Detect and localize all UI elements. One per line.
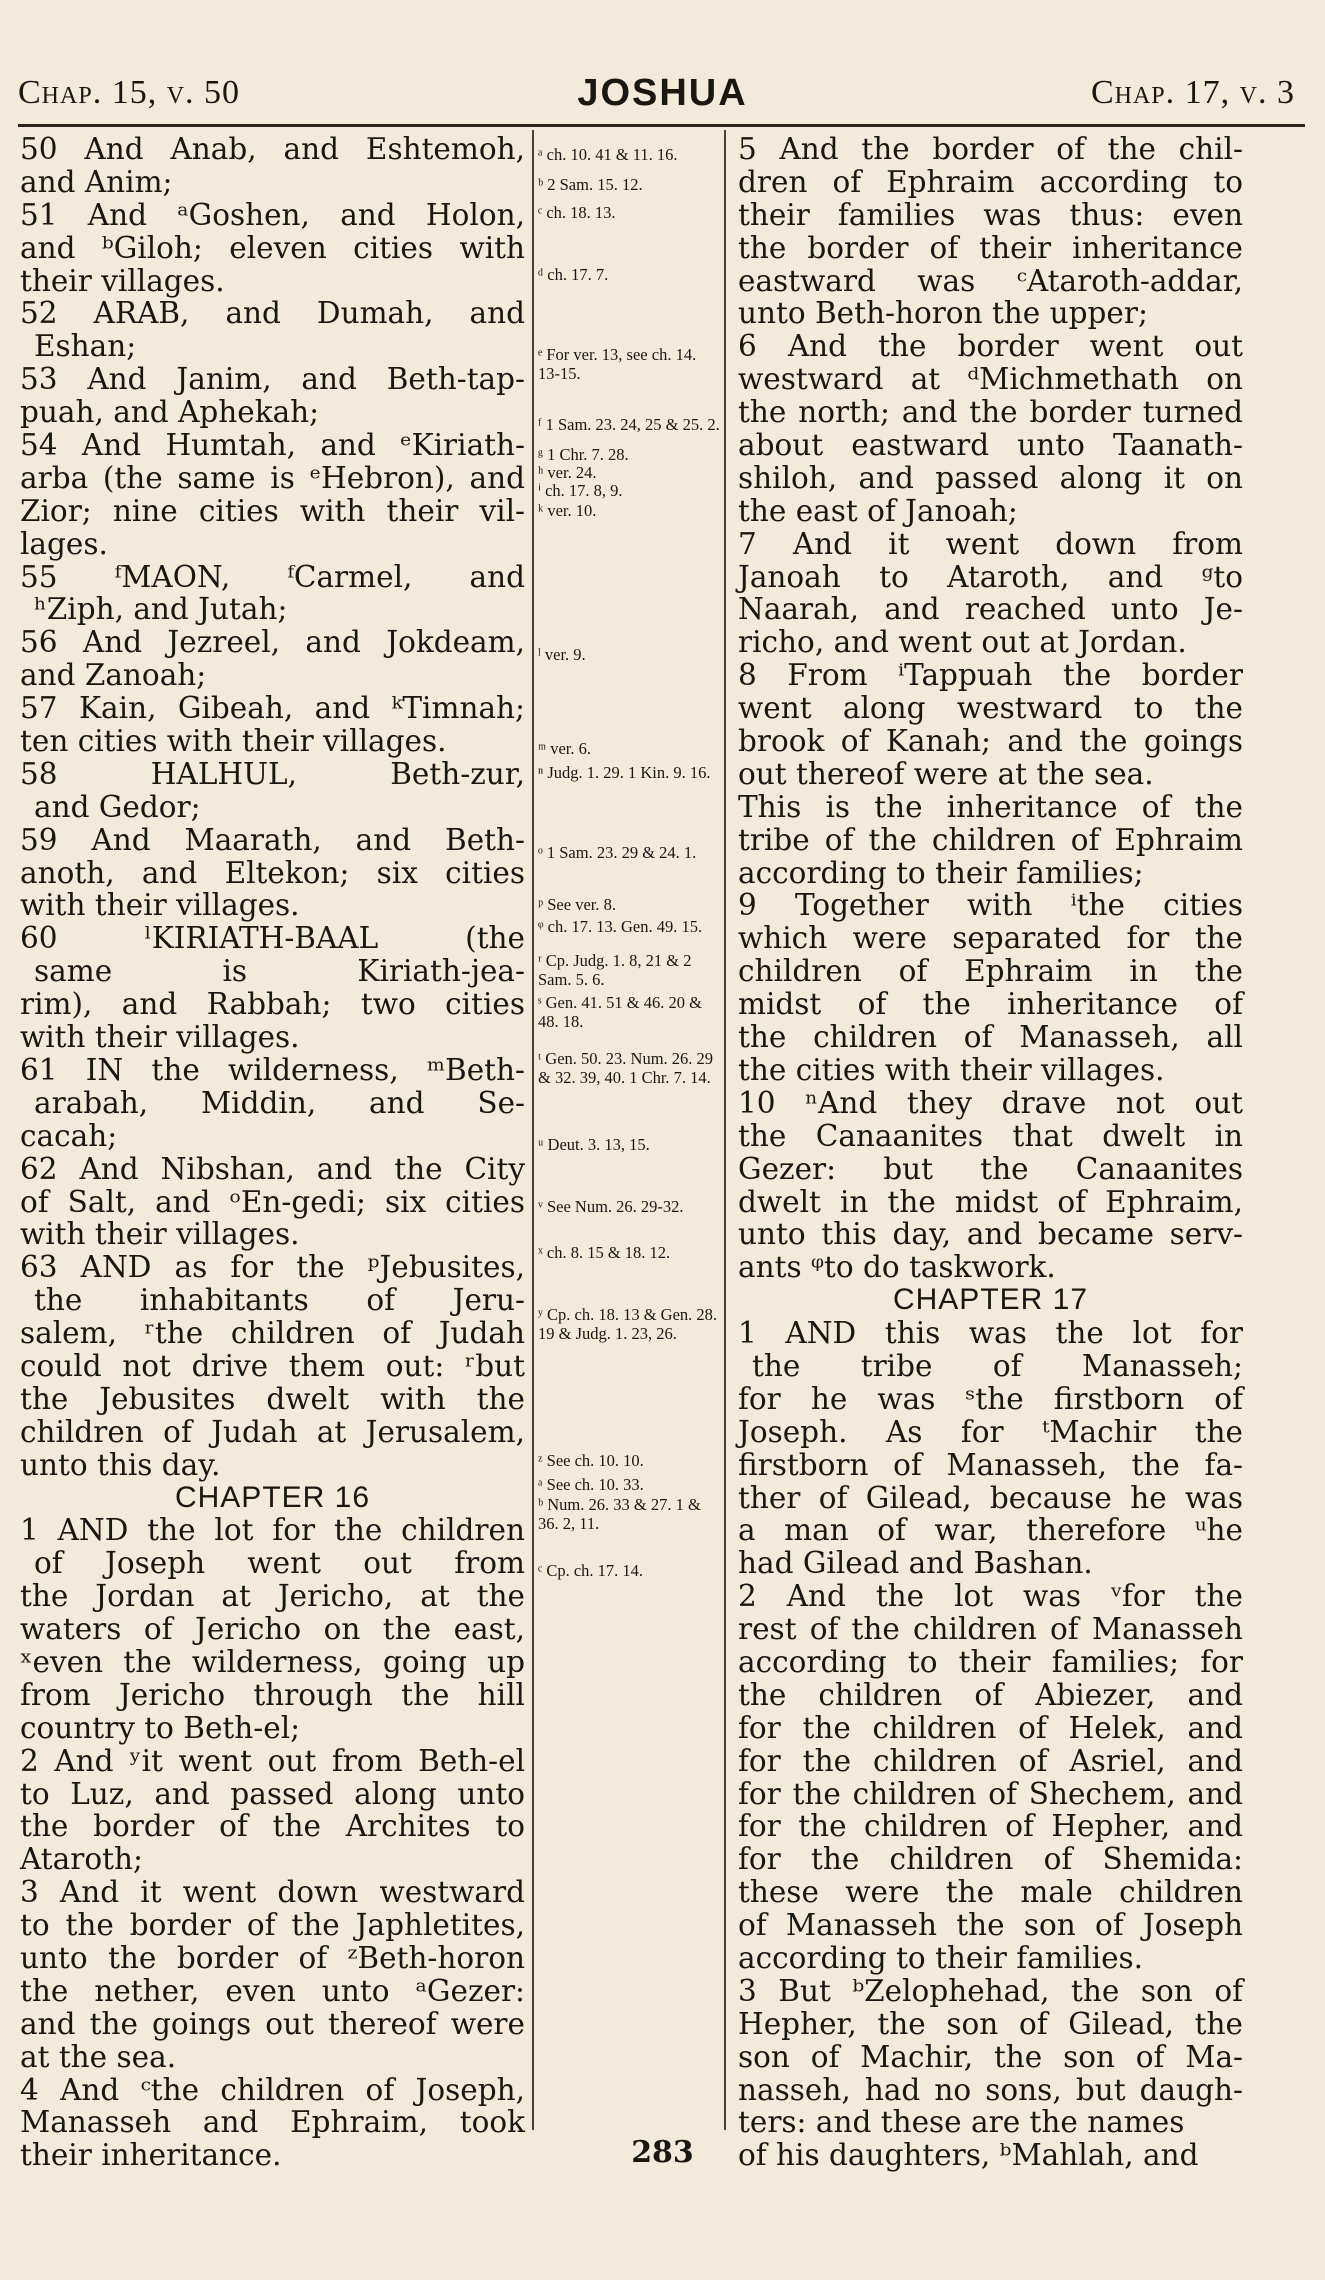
column-divider-right xyxy=(724,130,726,2130)
text-line: arabah, Middin, and Se- xyxy=(34,1085,525,1120)
text-line: the border of the Archites to xyxy=(20,1809,525,1844)
text-line: Naarah, and reached unto Je- xyxy=(738,592,1243,627)
cross-reference-note: ᵏ ver. 10. xyxy=(538,501,597,520)
text-line: and ᵇGiloh; eleven cities with xyxy=(20,230,525,265)
text-line: country to Beth-el; xyxy=(20,1710,301,1745)
text-line: with their villages. xyxy=(20,888,300,923)
header-right-reference: Chap. 17, v. 3 xyxy=(1090,74,1295,111)
text-line: rest of the children of Manasseh xyxy=(738,1612,1243,1647)
text-line: their inheritance. xyxy=(20,2138,282,2173)
text-line: the children of Manasseh, all xyxy=(738,1020,1243,1055)
text-line: Hepher, the son of Gilead, the xyxy=(738,2006,1243,2041)
text-line: the north; and the border turned xyxy=(738,395,1243,430)
text-line: Eshan; xyxy=(34,329,137,364)
cross-reference-column xyxy=(538,133,720,2133)
cross-reference-note: ᵒ 1 Sam. 23. 29 & 24. 1. xyxy=(538,843,697,862)
text-line: shiloh, and passed along it on xyxy=(738,460,1243,495)
text-line: 7 And it went down from xyxy=(738,526,1243,561)
text-line: ants ᵠto do taskwork. xyxy=(738,1250,1056,1285)
text-line: 58 HALHUL, Beth-zur, xyxy=(20,756,525,791)
text-line: for the children of Hepher, and xyxy=(738,1809,1243,1844)
text-line: unto the border of ᶻBeth-horon xyxy=(20,1940,525,1975)
text-line: the nether, even unto ᵃGezer: xyxy=(20,1973,525,2008)
text-line: 1 AND the lot for the children xyxy=(20,1513,525,1548)
header-left-reference: Chap. 15, v. 50 xyxy=(18,74,241,111)
cross-reference-note: ʰ ver. 24. xyxy=(538,463,597,482)
text-line: unto Beth-horon the upper; xyxy=(738,296,1148,331)
text-line: unto this day, and became serv- xyxy=(738,1217,1243,1252)
text-line: rim), and Rabbah; two cities xyxy=(20,987,525,1022)
text-line: 51 And ᵃGoshen, and Holon, xyxy=(20,197,525,232)
text-line: ten cities with their villages. xyxy=(20,724,447,759)
text-line: these were the male children xyxy=(738,1875,1243,1910)
cross-reference-note: ᵈ ch. 17. 7. xyxy=(538,265,609,284)
text-line: for the children of Helek, and xyxy=(738,1710,1243,1745)
text-line: the Jebusites dwelt with the xyxy=(20,1381,525,1416)
text-line: Gezer: but the Canaanites xyxy=(738,1151,1243,1186)
text-line: tribe of the children of Ephraim xyxy=(738,822,1243,857)
text-line: brook of Kanah; and the goings xyxy=(738,724,1243,759)
text-line: and Gedor; xyxy=(34,789,201,824)
text-line: 53 And Janim, and Beth-tap- xyxy=(20,362,525,397)
text-line: the tribe of Manasseh; xyxy=(752,1348,1243,1383)
text-line: 54 And Humtah, and ᵉKiriath- xyxy=(20,428,525,463)
text-line: of Manasseh the son of Joseph xyxy=(738,1908,1243,1943)
text-line: of his daughters, ᵇMahlah, and xyxy=(738,2138,1199,2173)
text-line: the border of their inheritance xyxy=(738,230,1243,265)
cross-reference-note: ʳ Cp. Judg. 1. 8, 21 & 2 Sam. 5. 6. xyxy=(538,951,692,989)
cross-reference-note: ᵃ ch. 10. 41 & 11. 16. xyxy=(538,145,678,164)
header-rule xyxy=(18,124,1305,127)
cross-reference-note: ᵐ ver. 6. xyxy=(538,739,591,758)
text-line: Janoah to Ataroth, and ᵍto xyxy=(738,559,1243,594)
left-text-column xyxy=(20,133,525,2172)
cross-reference-note: ˡ ver. 9. xyxy=(538,645,586,664)
text-line: with their villages. xyxy=(20,1020,300,1055)
text-line: the cities with their villages. xyxy=(738,1052,1165,1087)
text-line: about eastward unto Taanath- xyxy=(738,428,1243,463)
cross-reference-note: ᶠ 1 Sam. 23. 24, 25 & 25. 2. xyxy=(538,415,720,434)
text-line: a man of war, therefore ᵘhe xyxy=(738,1513,1243,1548)
text-line: the children of Abiezer, and xyxy=(738,1677,1243,1712)
text-line: ters: and these are the names xyxy=(738,2105,1185,2140)
text-line: 56 And Jezreel, and Jokdeam, xyxy=(20,625,525,660)
text-line: according to their families; for xyxy=(738,1644,1243,1679)
text-line: eastward was ᶜAtaroth-addar, xyxy=(738,263,1243,298)
cross-reference-note: ᵘ Deut. 3. 13, 15. xyxy=(538,1135,650,1154)
text-line: 8 From ⁱTappuah the border xyxy=(738,658,1243,693)
text-line: 52 ARAB, and Dumah, and xyxy=(20,296,525,331)
text-line: to the border of the Japhletites, xyxy=(20,1908,525,1943)
text-line: Joseph. As for ᵗMachir the xyxy=(738,1414,1243,1449)
right-text-column xyxy=(738,133,1243,2172)
text-line: 6 And the border went out xyxy=(738,329,1243,364)
cross-reference-note: ᶜ Cp. ch. 17. 14. xyxy=(538,1561,644,1580)
text-line: children of Judah at Jerusalem, xyxy=(20,1414,525,1449)
text-line: for the children of Shechem, and xyxy=(738,1776,1243,1811)
text-line: from Jericho through the hill xyxy=(20,1677,525,1712)
text-line: 63 AND as for the ᵖJebusites, xyxy=(20,1250,525,1285)
text-line: and the goings out thereof were xyxy=(20,2006,525,2041)
text-line: unto this day. xyxy=(20,1447,221,1482)
text-line: of Joseph went out from xyxy=(34,1546,525,1581)
text-line: waters of Jericho on the east, xyxy=(20,1612,525,1647)
cross-reference-note: ᵍ 1 Chr. 7. 28. xyxy=(538,445,629,464)
cross-reference-note: ᵇ Num. 26. 33 & 27. 1 & 36. 2, 11. xyxy=(538,1495,701,1533)
text-line: 60 ˡKIRIATH-BAAL (the xyxy=(20,921,525,956)
text-line: 9 Together with ⁱthe cities xyxy=(738,888,1243,923)
text-line: CHAPTER 17 xyxy=(892,1283,1089,1317)
text-line: to Luz, and passed along unto xyxy=(20,1776,525,1811)
text-line: 10 ⁿAnd they drave not out xyxy=(738,1085,1243,1120)
text-line: lages. xyxy=(20,526,108,561)
text-line: 57 Kain, Gibeah, and ᵏTimnah; xyxy=(20,691,525,726)
text-line: children of Ephraim in the xyxy=(738,954,1243,989)
cross-reference-note: ⁱ ch. 17. 8, 9. xyxy=(538,481,623,500)
text-line: 2 And the lot was ᵛfor the xyxy=(738,1579,1243,1614)
text-line: 62 And Nibshan, and the City xyxy=(20,1151,525,1186)
text-line: ther of Gilead, because he was xyxy=(738,1480,1243,1515)
text-line: richo, and went out at Jordan. xyxy=(738,625,1187,660)
cross-reference-note: ᵗ Gen. 50. 23. Num. 26. 29 & 32. 39, 40. 1 Chr. 7. 14. xyxy=(538,1049,714,1087)
text-line: the Canaanites that dwelt in xyxy=(738,1118,1243,1153)
text-line: 61 IN the wilderness, ᵐBeth- xyxy=(20,1052,525,1087)
text-line: anoth, and Eltekon; six cities xyxy=(20,855,525,890)
text-line: dren of Ephraim according to xyxy=(738,164,1243,199)
text-line: arba (the same is ᵉHebron), and xyxy=(20,460,525,495)
cross-reference-note: ᶻ See ch. 10. 10. xyxy=(538,1451,644,1470)
text-line: 59 And Maarath, and Beth- xyxy=(20,822,525,857)
cross-reference-note: ⁿ Judg. 1. 29. 1 Kin. 9. 16. xyxy=(538,763,711,782)
text-line: for the children of Shemida: xyxy=(738,1842,1243,1877)
cross-reference-note: ᵖ See ver. 8. xyxy=(538,895,616,914)
text-line: went along westward to the xyxy=(738,691,1243,726)
text-line: Zior; nine cities with their vil- xyxy=(20,493,525,528)
text-line: ˣeven the wilderness, going up xyxy=(20,1644,525,1679)
text-line: 55 ᶠMAON, ᶠCarmel, and xyxy=(20,559,525,594)
cross-reference-note: ᵉ For ver. 13, see ch. 14. 13-15. xyxy=(538,345,697,383)
text-line: 2 And ʸit went out from Beth-el xyxy=(20,1743,525,1778)
text-line: This is the inheritance of the xyxy=(738,789,1243,824)
text-line: dwelt in the midst of Ephraim, xyxy=(738,1184,1243,1219)
text-line: midst of the inheritance of xyxy=(738,987,1243,1022)
text-line: 1 AND this was the lot for xyxy=(738,1316,1243,1351)
cross-reference-note: ᵇ 2 Sam. 15. 12. xyxy=(538,175,643,194)
cross-reference-note: ᵃ See ch. 10. 33. xyxy=(538,1475,644,1494)
text-line: according to their families. xyxy=(738,1940,1144,1975)
text-line: firstborn of Manasseh, the fa- xyxy=(738,1447,1243,1482)
text-line: could not drive them out: ʳbut xyxy=(20,1348,525,1383)
cross-reference-note: ᵛ See Num. 26. 29-32. xyxy=(538,1197,684,1216)
text-line: 4 And ᶜthe children of Joseph, xyxy=(20,2072,525,2107)
text-line: the inhabitants of Jeru- xyxy=(34,1283,525,1318)
text-line: the east of Janoah; xyxy=(738,493,1018,528)
text-line: westward at ᵈMichmethath on xyxy=(738,362,1243,397)
text-line: nasseh, had no sons, but daugh- xyxy=(738,2072,1243,2107)
text-line: Ataroth; xyxy=(20,1842,143,1877)
text-line: CHAPTER 16 xyxy=(174,1480,371,1514)
text-line: ʰZiph, and Jutah; xyxy=(34,592,288,627)
text-line: cacah; xyxy=(20,1118,118,1153)
cross-reference-note: ᶜ ch. 18. 13. xyxy=(538,203,616,222)
page-number: 283 xyxy=(631,2135,694,2170)
text-line: and Anim; xyxy=(20,164,173,199)
book-title: JOSHUA xyxy=(577,72,748,114)
text-line: 50 And Anab, and Eshtemoh, xyxy=(20,132,525,166)
cross-reference-note: ˢ Gen. 41. 51 & 46. 20 & 48. 18. xyxy=(538,993,702,1031)
text-line: and Zanoah; xyxy=(20,658,207,693)
text-line: same is Kiriath-jea- xyxy=(34,954,525,989)
text-line: their villages. xyxy=(20,263,225,298)
text-line: 3 And it went down westward xyxy=(20,1875,525,1910)
text-line: 5 And the border of the chil- xyxy=(738,132,1243,166)
text-line: with their villages. xyxy=(20,1217,300,1252)
text-line: the Jordan at Jericho, at the xyxy=(20,1579,525,1614)
text-line: of Salt, and ᵒEn-gedi; six cities xyxy=(20,1184,525,1219)
text-line: 3 But ᵇZelophehad, the son of xyxy=(738,1973,1243,2008)
text-line: salem, ʳthe children of Judah xyxy=(20,1316,525,1351)
text-line: out thereof were at the sea. xyxy=(738,756,1154,791)
text-line: according to their families; xyxy=(738,855,1144,890)
cross-reference-note: ʸ Cp. ch. 18. 13 & Gen. 28. 19 & Judg. 1. 23, 26. xyxy=(538,1305,718,1343)
column-divider-left xyxy=(532,130,534,2130)
text-line: son of Machir, the son of Ma- xyxy=(738,2039,1243,2074)
text-line: which were separated for the xyxy=(738,921,1243,956)
text-line: Manasseh and Ephraim, took xyxy=(20,2105,525,2140)
text-line: their families was thus: even xyxy=(738,197,1243,232)
text-line: at the sea. xyxy=(20,2039,177,2074)
text-line: had Gilead and Bashan. xyxy=(738,1546,1093,1581)
text-line: for the children of Asriel, and xyxy=(738,1743,1243,1778)
text-line: for he was ˢthe firstborn of xyxy=(738,1381,1243,1416)
cross-reference-note: ˣ ch. 8. 15 & 18. 12. xyxy=(538,1243,671,1262)
cross-reference-note: ᵠ ch. 17. 13. Gen. 49. 15. xyxy=(538,917,703,936)
text-line: puah, and Aphekah; xyxy=(20,395,320,430)
